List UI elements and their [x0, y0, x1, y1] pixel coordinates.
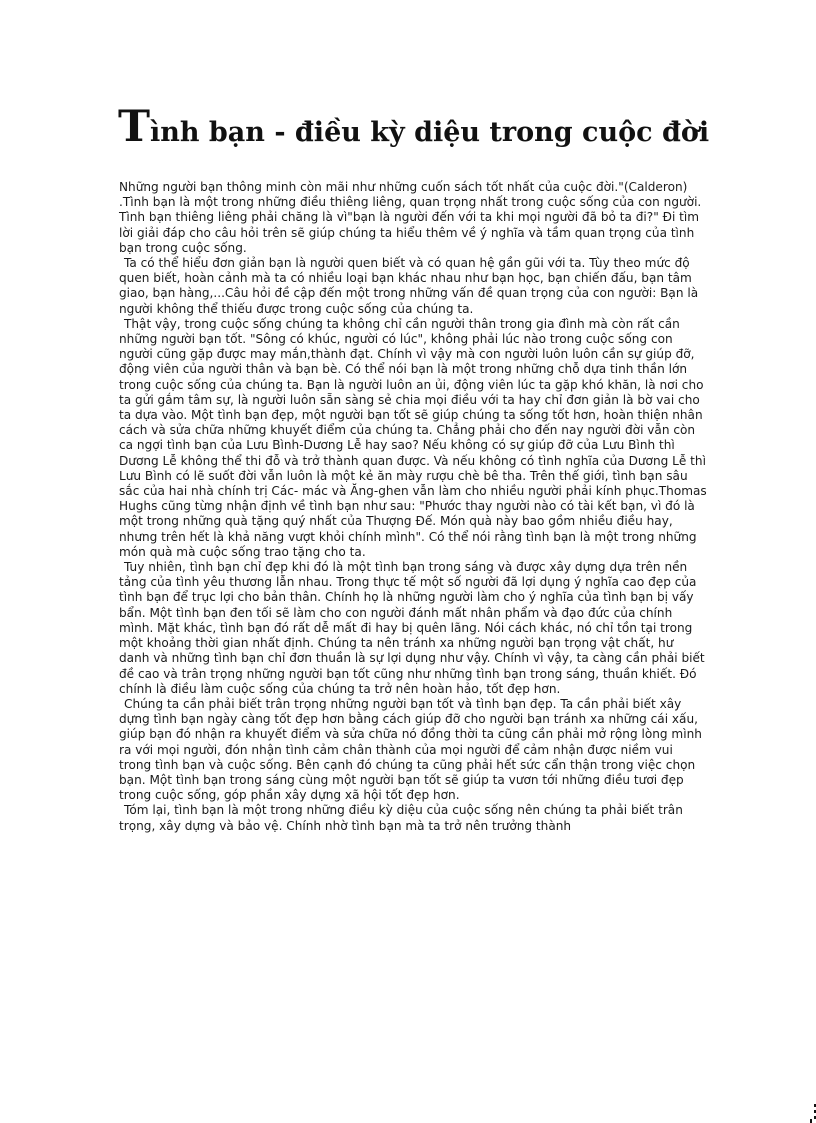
paragraph-6: Tóm lại, tình bạn là một trong những điều kỳ diệu của cuộc sống nên chúng ta phải biết trân trọng, xây dựng và bảo vệ. Chính nhờ tình bạn mà ta trở nên trưởng thành [119, 803, 683, 833]
page-corner-mark [808, 1104, 816, 1123]
page-title [118, 100, 758, 160]
paragraph-5: Chúng ta cần phải biết trân trọng những người bạn tốt và tình bạn đẹp. Ta cần phải biết xây dựng tình bạn ngày càng tốt đẹp hơn bằng cách giúp đỡ cho người bạn tránh xa những cái xấu, giúp bạn đó nhận ra khuyết điểm và sửa chữa nó đồng thời ta cũng cần phải mở rộng lòng mình ra với mọi người, đón nhận tình cảm chân thành của mọi người để cảm nhận được niềm vui trong tình bạn và cuộc sống. Bên cạnh đó chúng ta cũng phải hết sức cẩn thận trong việc chọn bạn. Một tình bạn trong sáng cùng một người bạn tốt sẽ giúp ta vươn tới những điều tươi đẹp trong cuộc sống, góp phần xây dựng xã hội tốt đẹp hơn. [119, 696, 702, 803]
paragraph-2: Ta có thể hiểu đơn giản bạn là người quen biết và có quan hệ gần gũi với ta. Tùy theo mức độ quen biết, hoàn cảnh mà ta có nhiều loại bạn khác nhau như bạn học, bạn chiến đấu, bạn tâm giao, bạn hàng,...Câu hỏi đề cập đến một trong những vấn đề quan trọng của con người: Bạn là người không thể thiếu được trong cuộc sống của chúng ta. [119, 256, 699, 316]
title-text: ình bạn - điều kỳ diệu trong cuộc đời [150, 117, 710, 148]
title-initial: T [118, 102, 150, 152]
body-text [119, 180, 707, 834]
paragraph-1: Những người bạn thông minh còn mãi như những cuốn sách tốt nhất của cuộc đời."(Calderon) .Tình bạn là một trong những điều thiêng liêng, quan trọng nhất trong cuộc sống của con người. Tình bạn thiêng liêng phải chăng là vì"bạn là người đến với ta khi mọi người đã bỏ ta đi?" Đi tìm lời giải đáp cho câu hỏi trên sẽ giúp chúng ta hiểu thêm về ý nghĩa và tầm quan trọng của tình bạn trong cuộc sống. [119, 180, 702, 255]
paragraph-4: Tuy nhiên, tình bạn chỉ đẹp khi đó là một tình bạn trong sáng và được xây dựng dựa trên nền tảng của tình yêu thương lẫn nhau. Trong thực tế một số người đã lợi dụng ý nghĩa cao đẹp của tình bạn để trục lợi cho bản thân. Chính họ là những người làm cho ý nghĩa của tình bạn bị vấy bẩn. Một tình bạn đen tối sẽ làm cho con người đánh mất nhân phẩm và đạo đức của chính mình. Mặt khác, tình bạn đó rất dễ mất đi hay bị quên lãng. Nói cách khác, nó chỉ tồn tại trong một khoảng thời gian nhất định. Chúng ta nên tránh xa những người bạn trọng vật chất, hư danh và những tình bạn chỉ đơn thuần là sự lợi dụng như vậy. Chính vì vậy, ta càng cần phải biết đề cao và trân trọng những người bạn tốt cũng như những tình bạn trong sáng, thuần khiết. Đó chính là điều làm cuộc sống của chúng ta trở nên hoàn hảo, tốt đẹp hơn. [119, 560, 705, 696]
paragraph-3: Thật vậy, trong cuộc sống chúng ta không chỉ cần người thân trong gia đình mà còn rất cần những người bạn tốt. "Sông có khúc, người có lúc", không phải lúc nào trong cuộc sống con người cũng gặp được may mắn,thành đạt. Chính vì vậy mà con người luôn luôn cần sự giúp đỡ, động viên của người thân và bạn bè. Có thể nói bạn là một trong những chỗ dựa tinh thần lớn trong cuộc sống của chúng ta. Bạn là người luôn an ủi, động viên lúc ta gặp khó khăn, là nơi cho ta gửi gắm tâm sự, là người luôn sẵn sàng sẻ chia mọi điều với ta hay chỉ đơn giản là bờ vai cho ta dựa vào. Một tình bạn đẹp, một người bạn tốt sẽ giúp chúng ta sống tốt hơn, hoàn thiện nhân cách và sửa chữa những khuyết điểm của chúng ta. Chẳng phải cho đến nay người đời vẫn còn ca ngợi tình bạn của Lưu Bình-Dương Lễ hay sao? Nếu không có sự giúp đỡ của Lưu Bình thì Dương Lễ không thể thi đỗ và trở thành quan được. Và nếu không có tình nghĩa của Dương Lễ thì Lưu Bình có lẽ suốt đời vẫn luôn là một kẻ ăn mày rượu chè bê tha. Trên thế giới, tình bạn sâu sắc của hai nhà chính trị Các- mác và Ăng-ghen vẫn làm cho nhiều người phải kính phục.Thomas Hughs cũng từng nhận định về tình bạn như sau: "Phước thay người nào có tài kết bạn, vì đó là một trong những quà tặng quý nhất của Thượng Đế. Món quà này bao gồm nhiều điều hay, nhưng trên hết là khả năng vượt khỏi chính mình". Có thể nói rằng tình bạn là một trong những món quà mà cuộc sống trao tặng cho ta. [119, 316, 707, 559]
